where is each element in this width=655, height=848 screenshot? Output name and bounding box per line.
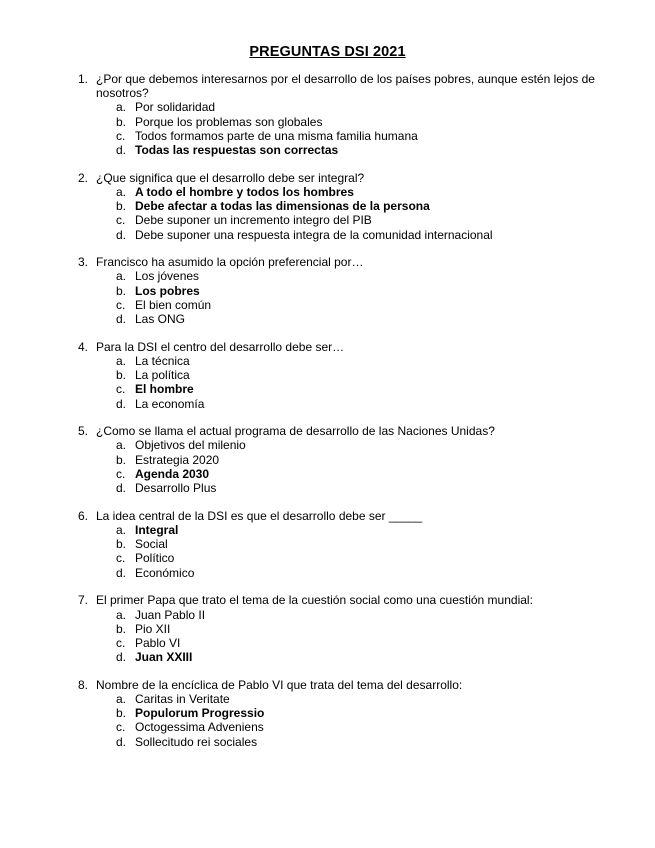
- option-letter: b.: [116, 537, 127, 552]
- option-text: Caritas in Veritate: [135, 692, 230, 707]
- question-line: [78, 171, 598, 185]
- option: [78, 228, 598, 242]
- option-letter: b.: [116, 706, 127, 721]
- option-letter: c.: [116, 213, 126, 228]
- option: [78, 100, 598, 114]
- option-list: [78, 608, 598, 665]
- option-text: Debe afectar a todas las dimensionas de la persona: [135, 199, 430, 214]
- question-line: [78, 72, 598, 100]
- option-correct: [78, 706, 598, 720]
- option: [78, 368, 598, 382]
- question-text: ¿Como se llama el actual programa de desarrollo de las Naciones Unidas?: [96, 424, 495, 439]
- option-text: Integral: [135, 522, 179, 537]
- option: [78, 397, 598, 411]
- option: [78, 608, 598, 622]
- question-2: [78, 171, 598, 242]
- question-7: [78, 593, 598, 664]
- option-text: Estrategia 2020: [135, 452, 220, 467]
- option-letter: d.: [116, 481, 127, 496]
- question-5: [78, 424, 598, 495]
- option-text: A todo el hombre y todos los hombres: [135, 184, 354, 199]
- option-correct: [78, 523, 598, 537]
- question-line: [78, 340, 598, 354]
- option-list: [78, 523, 598, 580]
- option: [78, 438, 598, 452]
- question-3: [78, 255, 598, 326]
- option: [78, 622, 598, 636]
- option-text: La política: [135, 368, 190, 383]
- question-number: 7.: [78, 593, 89, 608]
- option: [78, 636, 598, 650]
- option: [78, 213, 598, 227]
- option-correct: [78, 185, 598, 199]
- option-letter: d.: [116, 396, 127, 411]
- option-text: Las ONG: [135, 312, 186, 327]
- option-letter: a.: [116, 607, 127, 622]
- option-letter: d.: [116, 565, 127, 580]
- option-text: Todos formamos parte de una misma familia humana: [135, 128, 418, 143]
- question-text: Para la DSI el centro del desarrollo debe ser…: [96, 339, 345, 354]
- question-number: 4.: [78, 339, 89, 354]
- option-letter: d.: [116, 734, 127, 749]
- option-text: Agenda 2030: [135, 466, 210, 481]
- option-correct: [78, 284, 598, 298]
- option: [78, 354, 598, 368]
- question-text: El primer Papa que trato el tema de la cuestión social como una cuestión mundial:: [96, 593, 533, 608]
- option-letter: a.: [116, 269, 127, 284]
- option-list: [78, 100, 598, 157]
- option-letter: b.: [116, 452, 127, 467]
- option: [78, 453, 598, 467]
- option-text: Populorum Progressio: [135, 706, 265, 721]
- option-letter: c.: [116, 297, 126, 312]
- question-line: [78, 509, 598, 523]
- option: [78, 312, 598, 326]
- option-text: Porque los problemas son globales: [135, 114, 323, 129]
- option-letter: b.: [116, 114, 127, 129]
- question-8: [78, 678, 598, 749]
- option-text: Juan Pablo II: [135, 607, 206, 622]
- option-letter: c.: [116, 128, 126, 143]
- option-letter: b.: [116, 199, 127, 214]
- option-text: Pablo VI: [135, 635, 181, 650]
- option-letter: a.: [116, 438, 127, 453]
- option-letter: d.: [116, 143, 127, 158]
- option-letter: d.: [116, 312, 127, 327]
- page-title: PREGUNTAS DSI 2021: [249, 44, 406, 60]
- option-list: [78, 185, 598, 242]
- option-letter: a.: [116, 692, 127, 707]
- question-number: 1.: [78, 72, 89, 86]
- option-text: Objetivos del milenio: [135, 438, 246, 453]
- question-text: Nombre de la encíclica de Pablo VI que trata del tema del desarrollo:: [96, 677, 463, 692]
- question-1: [78, 72, 598, 157]
- option-text: Los pobres: [135, 283, 200, 298]
- option-text: La economía: [135, 396, 205, 411]
- option-text: Económico: [135, 565, 195, 580]
- question-line: [78, 255, 598, 269]
- option-letter: b.: [116, 283, 127, 298]
- option: [78, 735, 598, 749]
- option-text: Debe suponer una respuesta integra de la comunidad internacional: [135, 227, 493, 242]
- question-text: La idea central de la DSI es que el desarrollo debe ser _____: [96, 508, 423, 523]
- option-letter: a.: [116, 184, 127, 199]
- option-letter: c.: [116, 720, 126, 735]
- option-text: Político: [135, 551, 175, 566]
- option-text: Todas las respuestas son correctas: [135, 143, 339, 158]
- option-correct: [78, 382, 598, 396]
- option: [78, 566, 598, 580]
- question-list: [78, 72, 598, 762]
- option-text: Pio XII: [135, 621, 171, 636]
- question-line: [78, 424, 598, 438]
- option-list: [78, 354, 598, 411]
- option-text: Juan XXIII: [135, 650, 193, 665]
- option-letter: a.: [116, 353, 127, 368]
- question-line: [78, 678, 598, 692]
- question-line: [78, 593, 598, 607]
- option-text: Debe suponer un incremento integro del PIB: [135, 213, 372, 228]
- option-list: [78, 438, 598, 495]
- option: [78, 720, 598, 734]
- option: [78, 692, 598, 706]
- question-6: [78, 509, 598, 580]
- option: [78, 481, 598, 495]
- option-text: El hombre: [135, 382, 194, 397]
- question-number: 2.: [78, 170, 89, 185]
- option: [78, 129, 598, 143]
- option-text: Sollecitudo rei sociales: [135, 734, 258, 749]
- option: [78, 115, 598, 129]
- option-letter: c.: [116, 382, 126, 397]
- question-number: 3.: [78, 255, 89, 270]
- option-letter: d.: [116, 227, 127, 242]
- option-text: El bien común: [135, 297, 212, 312]
- option-correct: [78, 650, 598, 664]
- option-letter: a.: [116, 100, 127, 115]
- option-letter: d.: [116, 650, 127, 665]
- option-text: Social: [135, 537, 168, 552]
- option: [78, 298, 598, 312]
- question-number: 5.: [78, 424, 89, 439]
- option-text: La técnica: [135, 353, 190, 368]
- option-text: Por solidaridad: [135, 100, 216, 115]
- question-text: ¿Por que debemos interesarnos por el desarrollo de los países pobres, aunque estén lejos de nosotros?: [96, 72, 595, 101]
- question-number: 6.: [78, 508, 89, 523]
- question-text: ¿Que significa que el desarrollo debe ser integral?: [96, 170, 365, 185]
- option-letter: b.: [116, 368, 127, 383]
- option: [78, 551, 598, 565]
- option-correct: [78, 143, 598, 157]
- option-letter: a.: [116, 522, 127, 537]
- option-text: Desarrollo Plus: [135, 481, 217, 496]
- option-letter: b.: [116, 621, 127, 636]
- option-letter: c.: [116, 466, 126, 481]
- option-letter: c.: [116, 635, 126, 650]
- question-text: Francisco ha asumido la opción preferencial por…: [96, 255, 364, 270]
- option-text: Los jóvenes: [135, 269, 200, 284]
- option: [78, 537, 598, 551]
- option-letter: c.: [116, 551, 126, 566]
- option-list: [78, 269, 598, 326]
- option-correct: [78, 467, 598, 481]
- option-correct: [78, 199, 598, 213]
- question-4: [78, 340, 598, 411]
- option-text: Octogessima Adveniens: [135, 720, 264, 735]
- question-number: 8.: [78, 677, 89, 692]
- option: [78, 269, 598, 283]
- option-list: [78, 692, 598, 749]
